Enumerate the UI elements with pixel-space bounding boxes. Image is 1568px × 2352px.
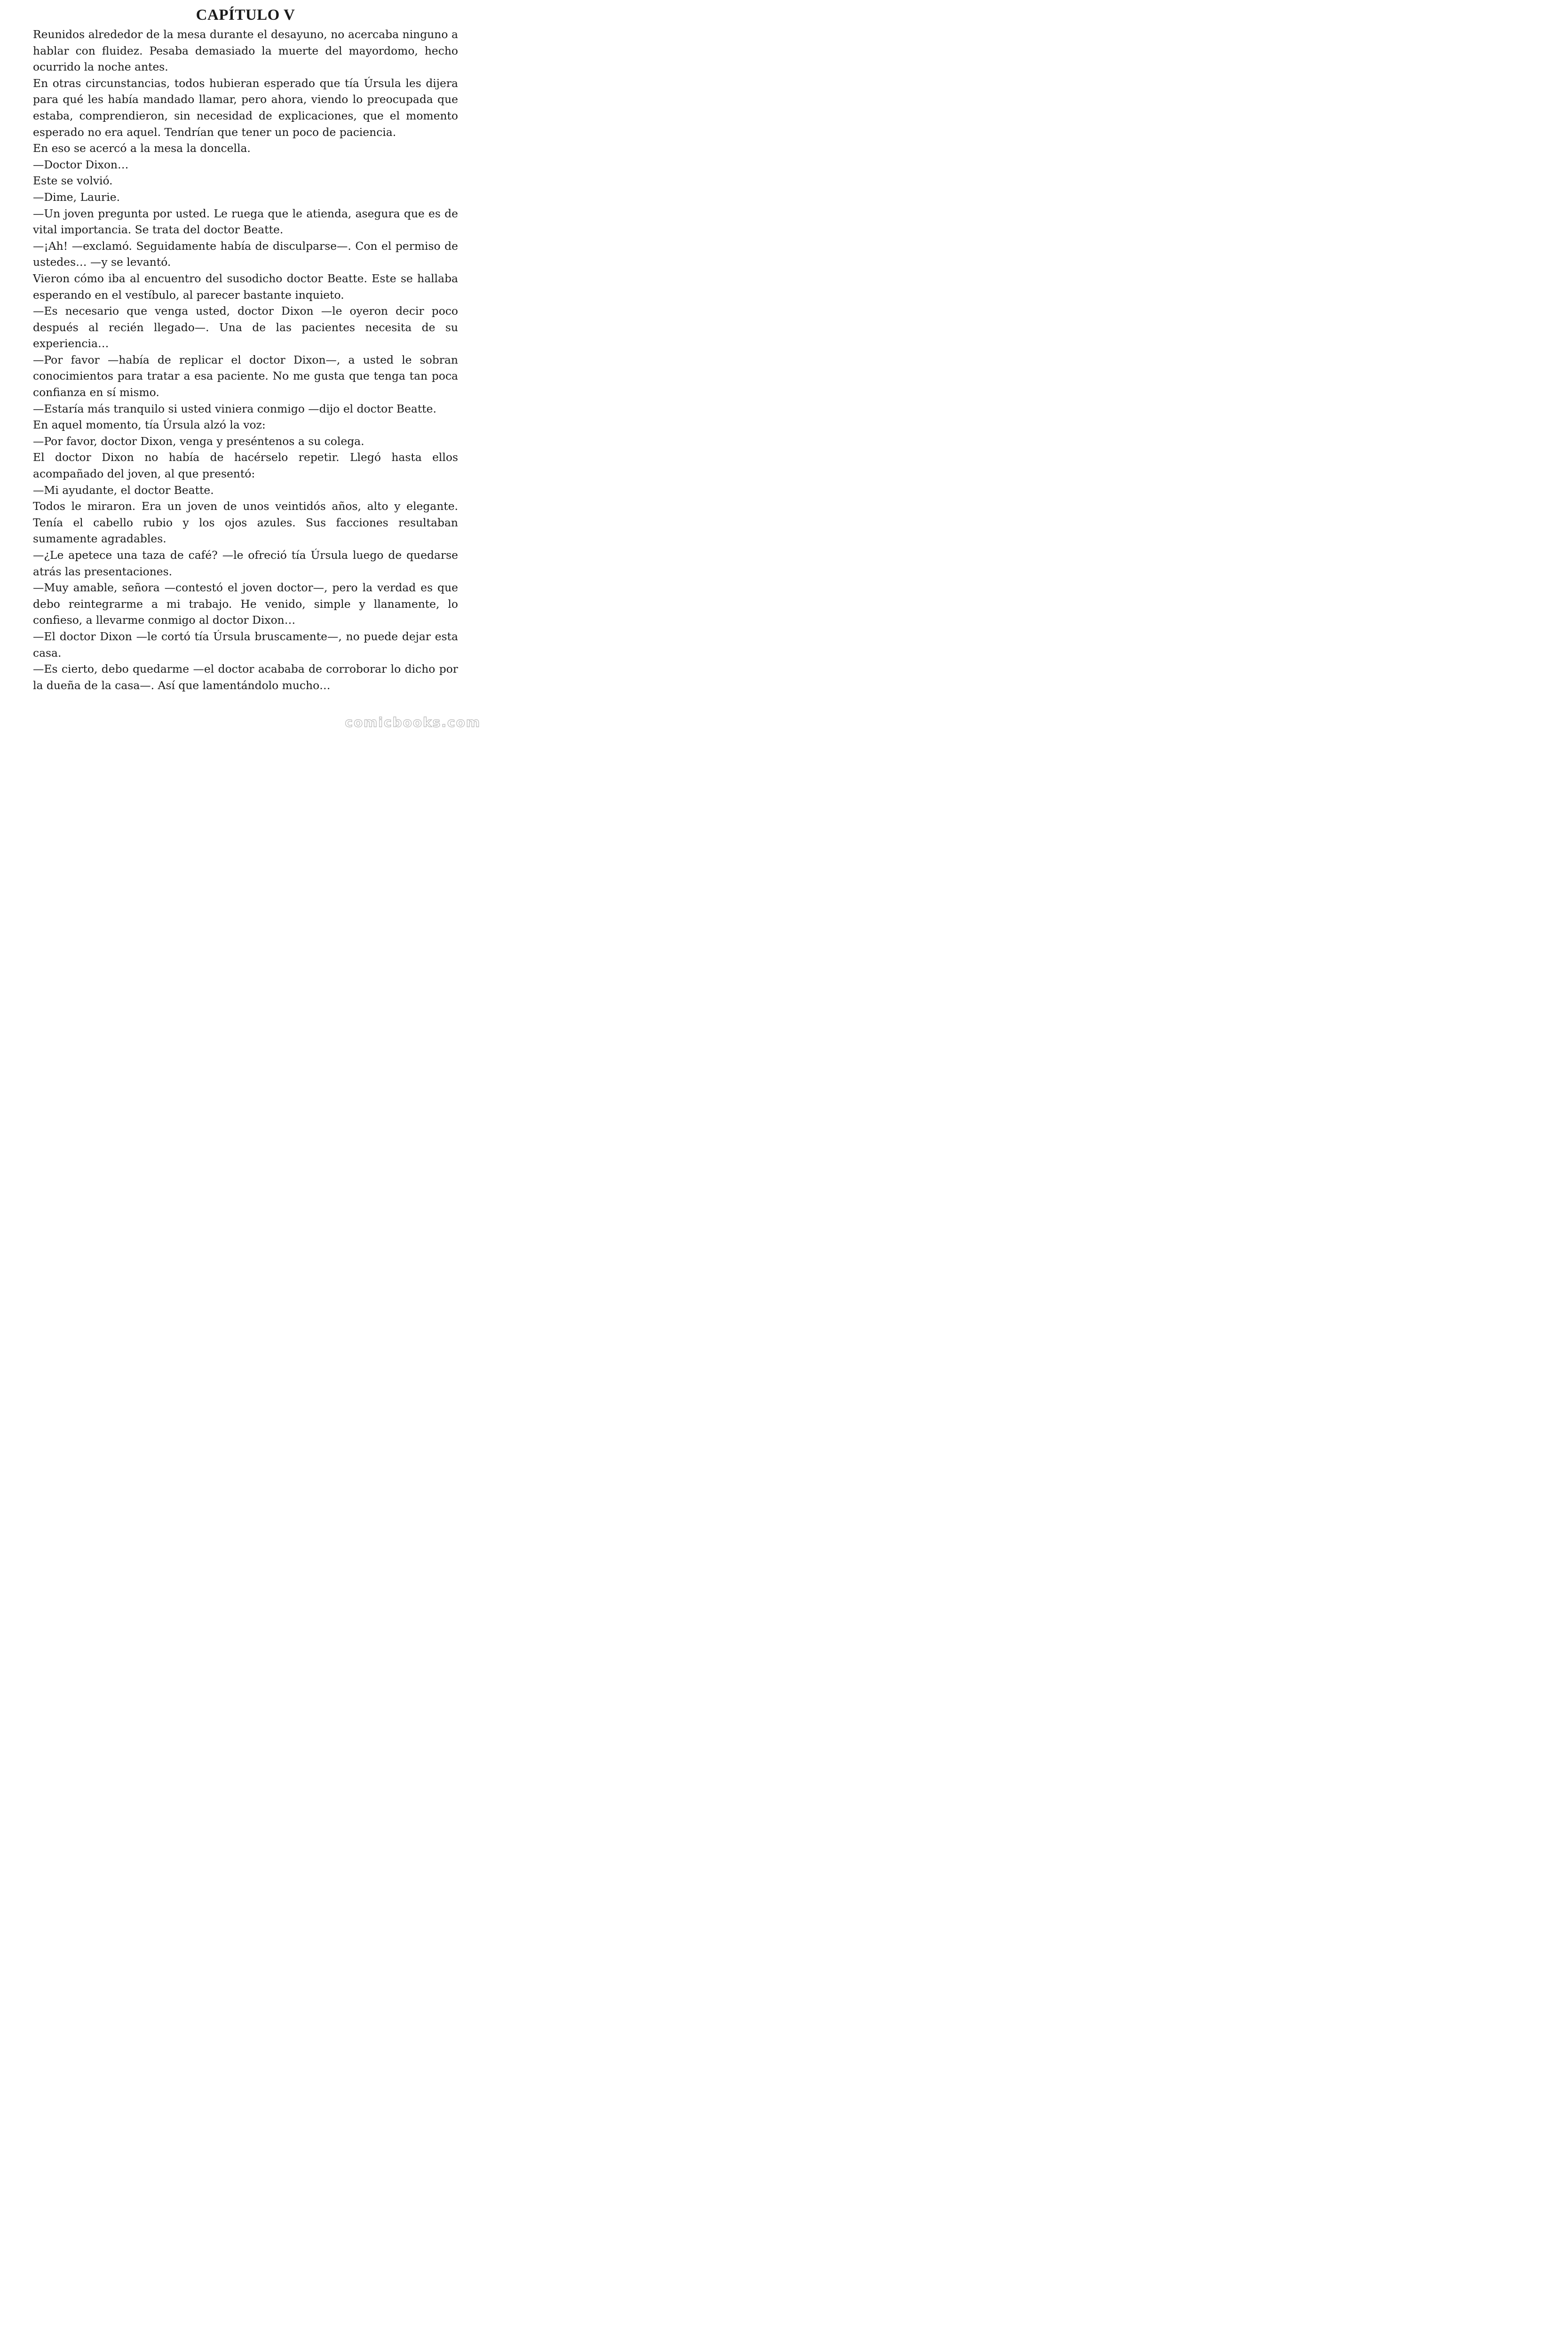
chapter-title: CAPÍTULO V — [196, 7, 295, 24]
book-page — [33, 5, 458, 693]
paragraph: —Por favor, doctor Dixon, venga y preséntenos a su colega. — [33, 434, 364, 448]
paragraph: Reunidos alrededor de la mesa durante el desayuno, no acercaba ninguno a hablar con fluidez. Pesaba demasiado la muerte del mayordomo, hecho ocurrido la noche antes. — [33, 28, 458, 74]
paragraph: Vieron cómo iba al encuentro del susodicho doctor Beatte. Este se hallaba esperando en el vestíbulo, al parecer bastante inquieto. — [33, 271, 458, 302]
paragraph: El doctor Dixon no había de hacérselo repetir. Llegó hasta ellos acompañado del joven, al que presentó: — [33, 451, 458, 481]
chapter-body — [33, 26, 458, 693]
paragraph: —Muy amable, señora —contestó el joven doctor—, pero la verdad es que debo reintegrarme a mi trabajo. He venido, simple y llanamente, lo confieso, a llevarme conmigo al doctor Dixon… — [33, 581, 458, 627]
paragraph: —El doctor Dixon —le cortó tía Úrsula bruscamente—, no puede dejar esta casa. — [33, 629, 458, 660]
paragraph: —Un joven pregunta por usted. Le ruega que le atienda, asegura que es de vital importancia. Se trata del doctor Beatte. — [33, 207, 458, 237]
paragraph: En aquel momento, tía Úrsula alzó la voz: — [33, 418, 266, 432]
paragraph: —Dime, Laurie. — [33, 190, 120, 204]
paragraph: Todos le miraron. Era un joven de unos veintidós años, alto y elegante. Tenía el cabello rubio y los ojos azules. Sus facciones resultaban sumamente agradables. — [33, 500, 458, 546]
paragraph: —Por favor —había de replicar el doctor Dixon—, a usted le sobran conocimientos para tratar a esa paciente. No me gusta que tenga tan poca confianza en sí mismo. — [33, 353, 458, 399]
paragraph: —¿Le apetece una taza de café? —le ofreció tía Úrsula luego de quedarse atrás las presentaciones. — [33, 548, 458, 578]
paragraph: Este se volvió. — [33, 174, 113, 188]
paragraph: —¡Ah! —exclamó. Seguidamente había de disculparse—. Con el permiso de ustedes… —y se levantó. — [33, 239, 458, 269]
paragraph: —Doctor Dixon… — [33, 158, 129, 171]
paragraph: —Estaría más tranquilo si usted viniera conmigo —dijo el doctor Beatte. — [33, 402, 436, 415]
paragraph: —Es necesario que venga usted, doctor Dixon —le oyeron decir poco después al recién llegado—. Una de las pacientes necesita de su experiencia… — [33, 304, 458, 350]
watermark-logo: comicbooks.com — [345, 715, 481, 730]
paragraph: —Es cierto, debo quedarme —el doctor acababa de corroborar lo dicho por la dueña de la casa—. Así que lamentándolo mucho… — [33, 662, 458, 692]
paragraph: —Mi ayudante, el doctor Beatte. — [33, 483, 214, 497]
paragraph: En otras circunstancias, todos hubieran esperado que tía Úrsula les dijera para qué les había mandado llamar, pero ahora, viendo lo preocupada que estaba, comprendieron, sin necesidad de explicaciones, que el momento esperado no era aquel. Tendrían que tener un poco de paciencia. — [33, 76, 458, 139]
paragraph: En eso se acercó a la mesa la doncella. — [33, 142, 251, 155]
